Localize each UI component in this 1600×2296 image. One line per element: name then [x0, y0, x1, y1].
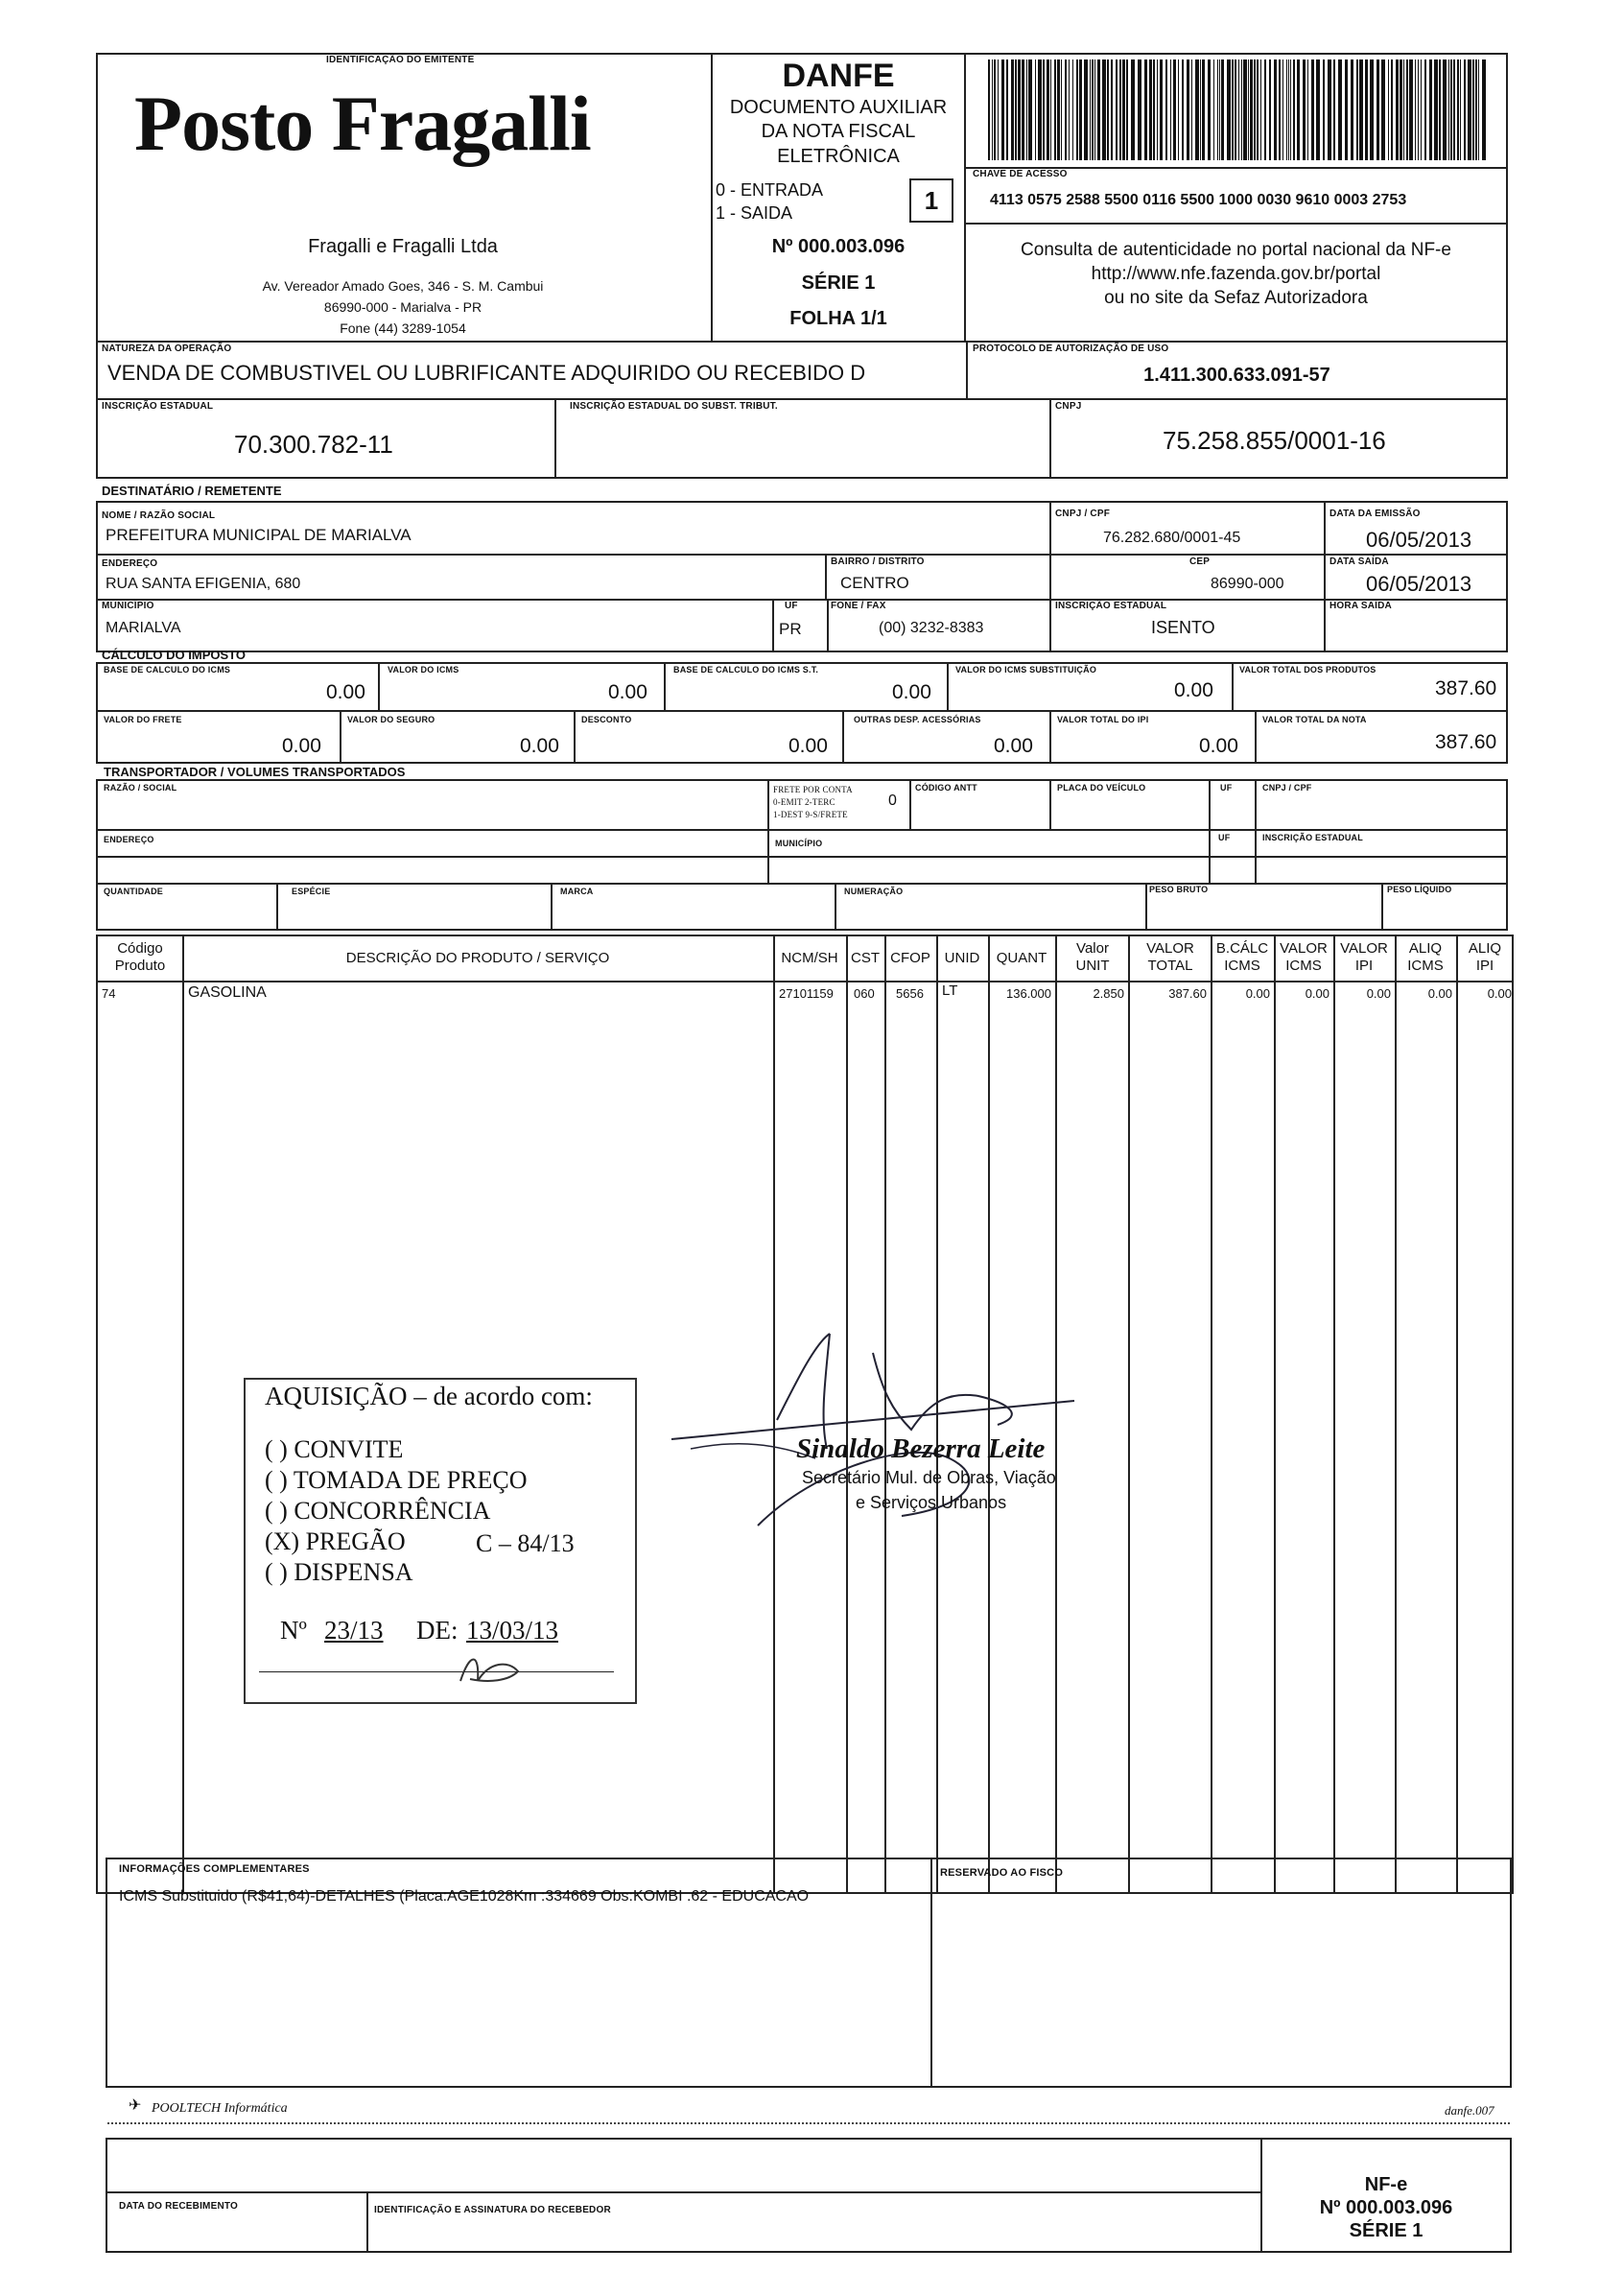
danfe-subtitle-2: DA NOTA FISCAL [761, 121, 916, 142]
barcode-bar [1307, 59, 1308, 160]
barcode-bar [1119, 59, 1121, 160]
barcode-bar [1328, 59, 1331, 160]
barcode-bar [1297, 59, 1300, 160]
transp-uf2-label: UF [1218, 833, 1231, 842]
emitente-fone: Fone (44) 3289-1054 [340, 320, 466, 336]
barcode-bar [1409, 59, 1413, 160]
natureza-value: VENDA DE COMBUSTIVEL OU LUBRIFICANTE ADQUIRIDO OU RECEBIDO D [107, 361, 866, 385]
barcode-bar [1250, 59, 1253, 160]
barcode-bar [1316, 59, 1320, 160]
dest-cnpj: 76.282.680/0001-45 [1103, 530, 1241, 546]
bc-icms-label: BASE DE CALCULO DO ICMS [104, 665, 231, 675]
barcode-bar [1026, 59, 1027, 160]
barcode-bar [1293, 59, 1295, 160]
barcode-bar [1264, 59, 1266, 160]
th-vtotal: VALOR TOTAL [1146, 940, 1194, 974]
barcode-bar [1054, 59, 1056, 160]
transportador-section-title: TRANSPORTADOR / VOLUMES TRANSPORTADOS [104, 765, 406, 779]
barcode-bar [1282, 59, 1283, 160]
barcode-bar [1260, 59, 1261, 160]
ie-value: 70.300.782-11 [234, 430, 393, 459]
transp-frete-value: 0 [888, 793, 897, 809]
barcode-bar [1047, 59, 1049, 160]
protocolo-value: 1.411.300.633.091-57 [1143, 365, 1330, 386]
barcode-bar [1453, 59, 1455, 160]
barcode-bar [1173, 59, 1176, 160]
barcode-bar [1102, 59, 1106, 160]
transp-municipio-label: MUNICÍPIO [775, 839, 823, 848]
barcode [988, 59, 1487, 160]
barcode-bar [1208, 59, 1211, 160]
stamp-opt-concorrencia: ( ) CONCORRÊNCIA [265, 1497, 491, 1525]
barcode-bar [1011, 59, 1014, 160]
th-unid: UNID [944, 950, 980, 966]
td-aipi: 0.00 [1487, 986, 1512, 1001]
cnpj-value: 75.258.855/0001-16 [1163, 426, 1386, 455]
barcode-bar [1076, 59, 1078, 160]
barcode-bar [1391, 59, 1393, 160]
dest-ie-label: INSCRIÇÃO ESTADUAL [1055, 601, 1167, 611]
danfe-numero: Nº 000.003.096 [771, 236, 906, 257]
danfe-saida: 1 - SAIDA [716, 203, 793, 223]
barcode-bar [1092, 59, 1094, 160]
stamp-title: AQUISIÇÃO – de acordo com: [265, 1382, 593, 1410]
barcode-bar [1478, 59, 1479, 160]
barcode-bar [1424, 59, 1426, 160]
barcode-bar [1131, 59, 1135, 160]
dest-endereco-label: ENDEREÇO [102, 558, 158, 569]
barcode-bar [1248, 59, 1249, 160]
barcode-bar [1290, 59, 1291, 160]
outras-label: OUTRAS DESP. ACESSÓRIAS [854, 715, 981, 724]
barcode-bar [1460, 59, 1461, 160]
outras: 0.00 [994, 735, 1033, 757]
barcode-bar [1311, 59, 1314, 160]
danfe-entrada: 0 - ENTRADA [716, 180, 824, 200]
barcode-bar [1018, 59, 1021, 160]
barcode-bar [1221, 59, 1224, 160]
barcode-bar [1153, 59, 1155, 160]
th-bcicms: B.CÁLC ICMS [1215, 940, 1269, 974]
ipi-label: VALOR TOTAL DO IPI [1057, 715, 1149, 724]
barcode-bar [1107, 59, 1109, 160]
barcode-bar [988, 59, 990, 160]
chave-consulta-2: http://www.nfe.fazenda.gov.br/portal [1091, 264, 1381, 284]
barcode-bar [992, 59, 993, 160]
barcode-bar [1257, 59, 1259, 160]
fisco-box [930, 1858, 1512, 2088]
td-unid: LT [942, 982, 958, 999]
barcode-bar [1351, 59, 1353, 160]
barcode-bar [1061, 59, 1062, 160]
barcode-bar [1043, 59, 1045, 160]
barcode-bar [1418, 59, 1419, 160]
barcode-bar [1187, 59, 1189, 160]
dest-emissao: 06/05/2013 [1366, 528, 1472, 552]
dest-cep-label: CEP [1189, 556, 1211, 567]
danfe-tipo-box: 1 [909, 178, 953, 223]
td-vicms: 0.00 [1305, 986, 1329, 1001]
informacoes-text: ICMS Substituido (R$41,64)-DETALHES (Placa:AGE1028Km :334669 Obs:KOMBI .62 - EDUCACAO [119, 1888, 810, 1905]
identificacao-label: IDENTIFICAÇÃO E ASSINATURA DO RECEBEDOR [374, 2205, 611, 2215]
total-prod: 387.60 [1435, 677, 1497, 699]
barcode-bar [1370, 59, 1374, 160]
td-cfop: 5656 [896, 986, 924, 1001]
ie-label: INSCRIÇÃO ESTADUAL [102, 401, 214, 412]
barcode-bar [1468, 59, 1471, 160]
barcode-bar [1439, 59, 1441, 160]
barcode-bar [1400, 59, 1402, 160]
software-credit: POOLTECH Informática [152, 2101, 288, 2116]
transp-placa-label: PLACA DO VEÍCULO [1057, 783, 1146, 793]
transp-endereco-label: ENDEREÇO [104, 835, 154, 844]
barcode-bar [1482, 59, 1486, 160]
dest-cep: 86990-000 [1211, 576, 1284, 592]
th-ncm: NCM/SH [781, 950, 838, 966]
informacoes-label: INFORMAÇÕES COMPLEMENTARES [119, 1863, 310, 1875]
stamp-data: 13/03/13 [466, 1616, 559, 1645]
barcode-bar [1338, 59, 1342, 160]
th-aipi: ALIQ IPI [1468, 940, 1502, 974]
form-code: danfe.007 [1445, 2103, 1494, 2118]
transp-razao-label: RAZÃO / SOCIAL [104, 783, 177, 793]
emitente-endereco: Av. Vereador Amado Goes, 346 - S. M. Cambui [262, 278, 544, 294]
barcode-bar [1269, 59, 1271, 160]
destinatario-box [96, 501, 1508, 652]
barcode-bar [1288, 59, 1289, 160]
barcode-bar [1345, 59, 1348, 160]
danfe-subtitle-1: DOCUMENTO AUXILIAR [729, 97, 948, 118]
dest-uf: PR [779, 620, 802, 638]
dest-municipio-label: MUNICÍPIO [102, 601, 154, 611]
barcode-bar [1235, 59, 1236, 160]
barcode-bar [1202, 59, 1205, 160]
dest-ie: ISENTO [1151, 618, 1215, 637]
cut-line [107, 2122, 1510, 2124]
dest-emissao-label: DATA DA EMISSÃO [1329, 509, 1421, 519]
barcode-bar [1022, 59, 1024, 160]
protocolo-label: PROTOCOLO DE AUTORIZAÇÃO DE USO [973, 343, 1169, 354]
signatory-role-2: e Serviços Urbanos [856, 1493, 1007, 1512]
barcode-bar [1217, 59, 1218, 160]
barcode-bar [1165, 59, 1167, 160]
dest-saida-label: DATA SAÍDA [1329, 556, 1389, 567]
dest-bairro: CENTRO [840, 574, 909, 592]
danfe-serie: SÉRIE 1 [801, 272, 876, 294]
barcode-bar [1178, 59, 1179, 160]
seguro-label: VALOR DO SEGURO [347, 715, 435, 724]
transp-cnpj-label: CNPJ / CPF [1262, 783, 1312, 793]
barcode-bar [1149, 59, 1152, 160]
td-vtotal: 387.60 [1168, 986, 1207, 1001]
icms-label: VALOR DO ICMS [388, 665, 459, 675]
bc-st-label: BASE DE CALCULO DO ICMS S.T. [673, 665, 819, 675]
barcode-bar [1232, 59, 1234, 160]
barcode-bar [1434, 59, 1438, 160]
chave-value: 4113 0575 2588 5500 0116 5500 1000 0030 9610 0003 2753 [990, 192, 1407, 208]
barcode-bar [1116, 59, 1118, 160]
transp-ie-label: INSCRIÇÃO ESTADUAL [1262, 833, 1363, 842]
barcode-bar [1376, 59, 1379, 160]
ipi: 0.00 [1199, 735, 1238, 757]
barcode-bar [1097, 59, 1100, 160]
stamp-de-label: DE: [416, 1616, 459, 1645]
barcode-bar [1072, 59, 1073, 160]
barcode-bar [1243, 59, 1247, 160]
barcode-bar [1421, 59, 1422, 160]
stamp-opt-pregao: (X) PREGÃO [265, 1527, 406, 1555]
barcode-bar [1035, 59, 1036, 160]
barcode-bar [1079, 59, 1082, 160]
barcode-bar [1200, 59, 1201, 160]
frete-label: VALOR DO FRETE [104, 715, 182, 724]
barcode-bar [1050, 59, 1051, 160]
barcode-bar [1227, 59, 1231, 160]
barcode-bar [1472, 59, 1474, 160]
barcode-bar [1170, 59, 1171, 160]
dest-uf-label: UF [785, 601, 798, 611]
td-ncm: 27101159 [779, 986, 834, 1001]
frete: 0.00 [282, 735, 321, 757]
quantidade-label: QUANTIDADE [104, 887, 163, 896]
chave-consulta-1: Consulta de autenticidade no portal nacional da NF-e [1021, 240, 1451, 260]
chave-label: CHAVE DE ACESSO [973, 169, 1068, 179]
barcode-bar [1396, 59, 1399, 160]
barcode-bar [1254, 59, 1256, 160]
barcode-bar [1157, 59, 1158, 160]
transp-frete-l3: 1-DEST 9-S/FRETE [773, 810, 848, 819]
barcode-bar [1365, 59, 1368, 160]
barcode-bar [1359, 59, 1363, 160]
barcode-bar [1084, 59, 1088, 160]
stamp-opt-convite: ( ) CONVITE [265, 1435, 404, 1463]
th-cfop: CFOP [890, 950, 930, 966]
footer-nfe: NF-e [1364, 2174, 1408, 2195]
fisco-label: RESERVADO AO FISCO [940, 1867, 1064, 1879]
barcode-bar [1443, 59, 1447, 160]
barcode-bar [1323, 59, 1325, 160]
dest-bairro-label: BAIRRO / DISTRITO [831, 556, 925, 567]
barcode-bar [994, 59, 996, 160]
dest-cnpj-label: CNPJ / CPF [1055, 509, 1111, 519]
barcode-bar [1406, 59, 1408, 160]
barcode-bar [1090, 59, 1091, 160]
danfe-title: DANFE [782, 58, 895, 94]
barcode-bar [1388, 59, 1389, 160]
td-bcicms: 0.00 [1245, 986, 1270, 1001]
transp-uf-label: UF [1220, 783, 1233, 793]
barcode-bar [1403, 59, 1404, 160]
signatory-name: Sinaldo Bezerra Leite [796, 1433, 1046, 1464]
footer-serie: SÉRIE 1 [1349, 2220, 1424, 2241]
barcode-bar [1191, 59, 1192, 160]
dest-nome: PREFEITURA MUNICIPAL DE MARIALVA [106, 526, 412, 544]
barcode-bar [1006, 59, 1008, 160]
barcode-bar [1001, 59, 1004, 160]
transp-antt-label: CÓDIGO ANTT [915, 783, 977, 793]
signatory-role-1: Secretário Mul. de Obras, Viação [802, 1468, 1056, 1487]
imposto-section-title: CÁLCULO DO IMPOSTO [102, 648, 246, 662]
software-icon: ✈ [129, 2097, 142, 2114]
barcode-bar [1160, 59, 1163, 160]
especie-label: ESPÉCIE [292, 887, 331, 896]
barcode-bar [1356, 59, 1358, 160]
destinatario-section-title: DESTINATÁRIO / REMETENTE [102, 484, 282, 498]
barcode-bar [1138, 59, 1141, 160]
td-quant: 136.000 [1006, 986, 1051, 1001]
barcode-bar [1015, 59, 1017, 160]
transp-frete-l1: FRETE POR CONTA [773, 785, 853, 794]
danfe-folha: FOLHA 1/1 [789, 308, 887, 329]
barcode-bar [1219, 59, 1220, 160]
barcode-bar [1094, 59, 1095, 160]
barcode-bar [1381, 59, 1385, 160]
peso-bruto-label: PESO BRUTO [1149, 885, 1209, 894]
barcode-bar [1182, 59, 1184, 160]
th-descricao: DESCRIÇÃO DO PRODUTO / SERVIÇO [345, 950, 610, 966]
dest-fone: (00) 3232-8383 [879, 620, 984, 636]
th-quant: QUANT [996, 950, 1047, 966]
icms-st: 0.00 [1174, 679, 1213, 701]
barcode-bar [1028, 59, 1032, 160]
total-nota: 387.60 [1435, 731, 1497, 753]
cnpj-label: CNPJ [1055, 401, 1082, 412]
dest-saida: 06/05/2013 [1366, 572, 1472, 596]
barcode-bar [1213, 59, 1214, 160]
dest-municipio: MARIALVA [106, 620, 181, 636]
barcode-bar [1429, 59, 1432, 160]
stamp-numero-label: Nº [280, 1616, 307, 1645]
barcode-bar [1464, 59, 1466, 160]
td-vipi: 0.00 [1366, 986, 1391, 1001]
barcode-bar [1195, 59, 1199, 160]
stamp-opt-tomada: ( ) TOMADA DE PREÇO [265, 1466, 528, 1494]
dest-endereco: RUA SANTA EFIGENIA, 680 [106, 576, 301, 592]
desconto: 0.00 [788, 735, 828, 757]
th-codigo: Código Produto [114, 940, 166, 974]
barcode-bar [1457, 59, 1459, 160]
barcode-bar [998, 59, 999, 160]
barcode-bar [1144, 59, 1147, 160]
transp-frete-l2: 0-EMIT 2-TERC [773, 797, 835, 807]
emitente-razao-social: Fragalli e Fragalli Ltda [308, 236, 498, 257]
barcode-bar [1333, 59, 1335, 160]
stamp-opt-pregao-code: C – 84/13 [476, 1529, 575, 1557]
th-vipi: VALOR IPI [1340, 940, 1388, 974]
th-vunit: Valor UNIT [1075, 940, 1110, 974]
th-cst: CST [851, 950, 880, 966]
barcode-bar [1122, 59, 1125, 160]
td-codigo: 74 [102, 986, 116, 1001]
initials-signature [451, 1643, 528, 1691]
marca-label: MARCA [560, 887, 594, 896]
th-aicms: ALIQ ICMS [1407, 940, 1444, 974]
barcode-bar [1238, 59, 1239, 160]
barcode-bar [1286, 59, 1287, 160]
recebimento-label: DATA DO RECEBIMENTO [119, 2201, 238, 2212]
td-descricao: GASOLINA [188, 984, 267, 1001]
ie-st-label: INSCRIÇÃO ESTADUAL DO SUBST. TRIBUT. [570, 401, 778, 412]
emitente-label: IDENTIFICAÇÃO DO EMITENTE [326, 55, 475, 65]
bc-st: 0.00 [892, 681, 931, 703]
barcode-bar [1038, 59, 1042, 160]
td-aicms: 0.00 [1427, 986, 1452, 1001]
chave-consulta-3: ou no site da Sefaz Autorizadora [1104, 288, 1368, 308]
barcode-bar [1057, 59, 1060, 160]
bc-icms: 0.00 [326, 681, 365, 703]
numeracao-label: NUMERAÇÃO [844, 887, 904, 896]
td-cst: 060 [854, 986, 875, 1001]
emitente-logo: Posto Fragalli [134, 80, 591, 167]
barcode-bar [1475, 59, 1477, 160]
td-vunit: 2.850 [1093, 986, 1124, 1001]
barcode-bar [1065, 59, 1067, 160]
emitente-cep: 86990-000 - Marialva - PR [323, 299, 482, 315]
barcode-bar [1069, 59, 1070, 160]
stamp-opt-dispensa: ( ) DISPENSA [265, 1558, 413, 1586]
barcode-bar [1241, 59, 1242, 160]
dest-nome-label: NOME / RAZÃO SOCIAL [102, 510, 216, 521]
barcode-bar [1450, 59, 1452, 160]
dest-fone-label: FONE / FAX [831, 601, 886, 611]
total-nota-label: VALOR TOTAL DA NOTA [1262, 715, 1367, 724]
stamp-numero: 23/13 [324, 1616, 384, 1645]
desconto-label: DESCONTO [581, 715, 632, 724]
seguro: 0.00 [520, 735, 559, 757]
danfe-subtitle-3: ELETRÔNICA [777, 146, 900, 167]
barcode-bar [1279, 59, 1281, 160]
icms-st-label: VALOR DO ICMS SUBSTITUIÇÃO [955, 665, 1097, 675]
barcode-bar [1111, 59, 1113, 160]
total-prod-label: VALOR TOTAL DOS PRODUTOS [1239, 665, 1376, 675]
barcode-bar [1303, 59, 1306, 160]
natureza-label: NATUREZA DA OPERAÇÃO [102, 343, 232, 354]
barcode-bar [1448, 59, 1449, 160]
dest-hora-label: HORA SAÍDA [1329, 601, 1392, 611]
barcode-bar [1126, 59, 1128, 160]
peso-liquido-label: PESO LÍQUIDO [1387, 885, 1452, 894]
icms: 0.00 [608, 681, 647, 703]
barcode-bar [1415, 59, 1416, 160]
barcode-bar [1274, 59, 1277, 160]
th-vicms: VALOR ICMS [1280, 940, 1328, 974]
footer-numero: Nº 000.003.096 [1319, 2197, 1453, 2218]
